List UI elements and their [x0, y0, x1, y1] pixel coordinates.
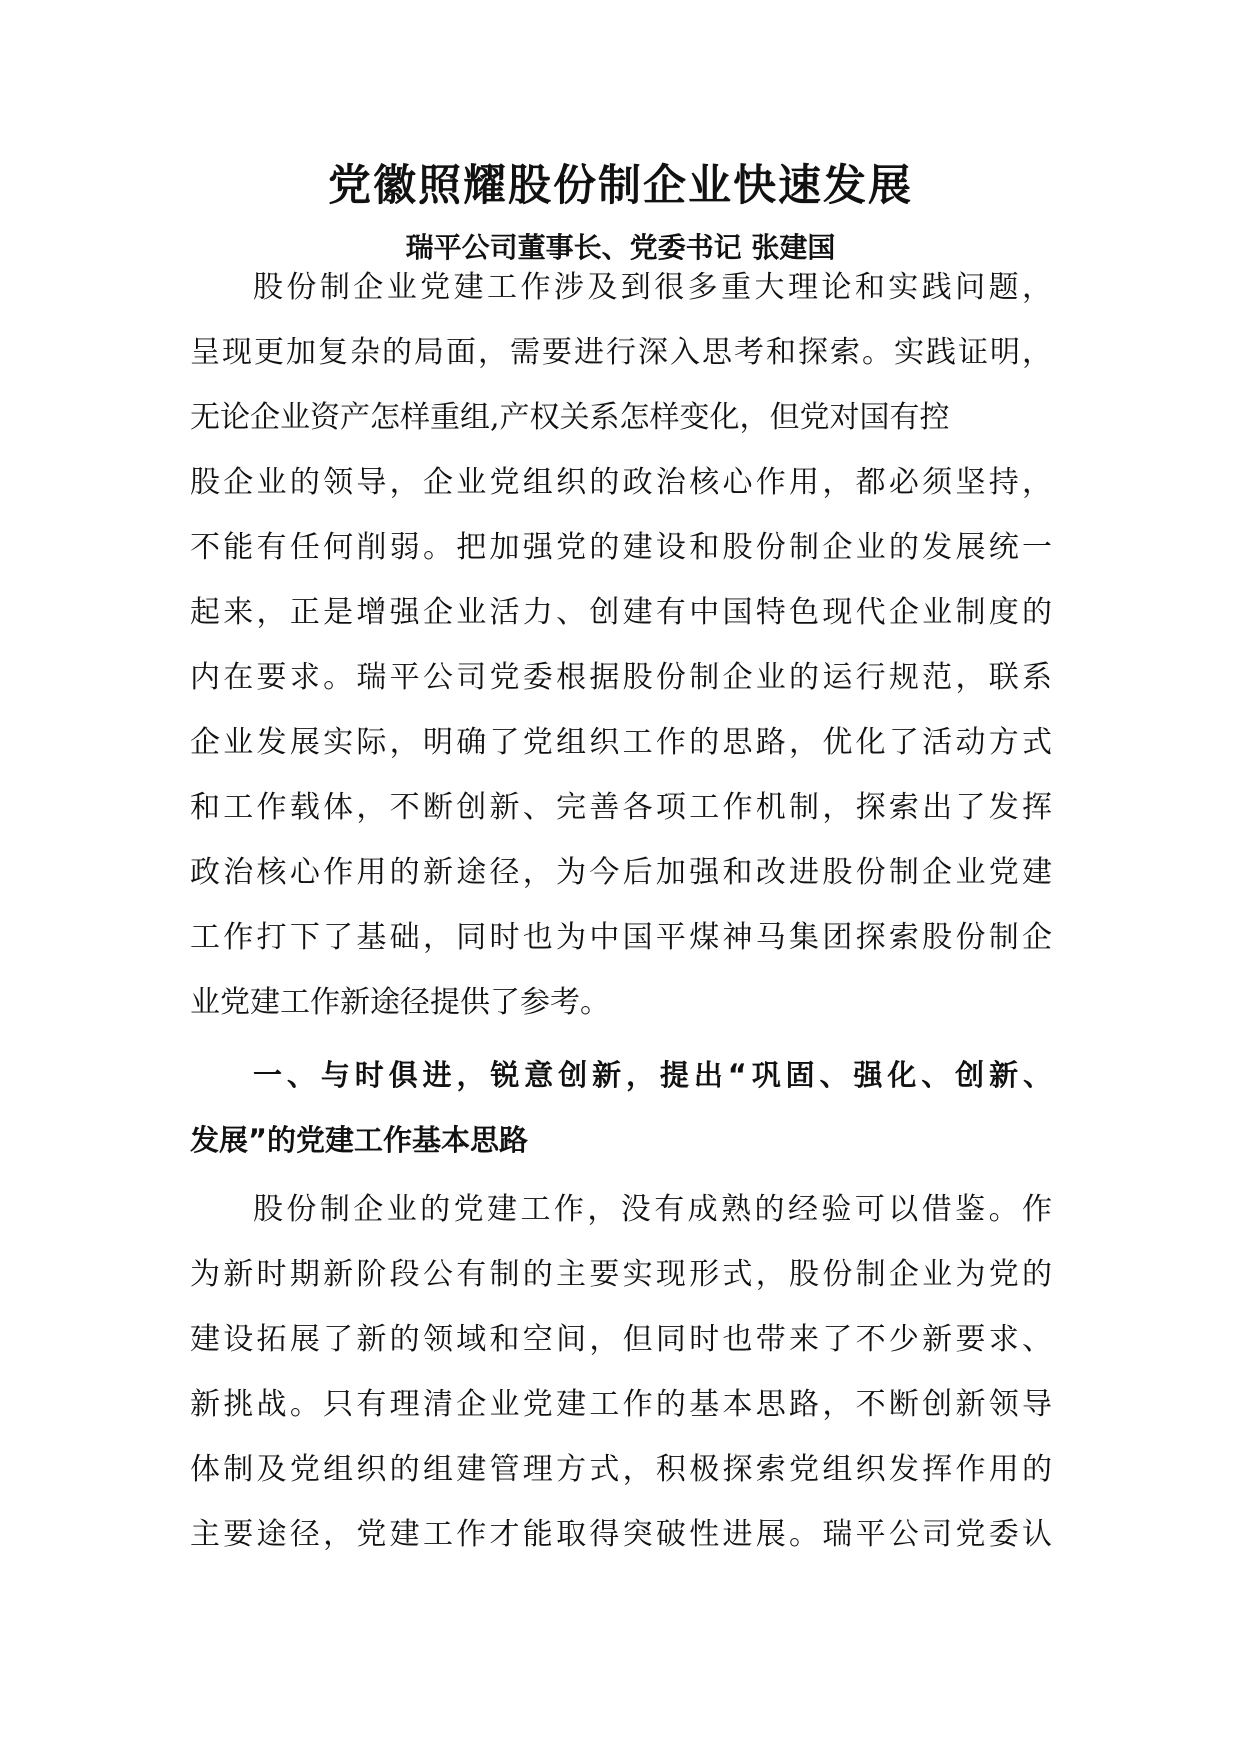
- paragraph-line: 企业发展实际，明确了党组织工作的思路，优化了活动方式: [190, 725, 1052, 760]
- author-byline: 瑞平公司董事长、党委书记 张建国: [405, 231, 836, 264]
- paragraph-line: 业党建工作新途径提供了参考。: [190, 985, 610, 1020]
- paragraph-line: 主要途径，党建工作才能取得突破性进展。瑞平公司党委认: [190, 1517, 1052, 1552]
- section-heading-line: 发展”的党建工作基本思路: [190, 1123, 529, 1157]
- paragraph-line: 为新时期新阶段公有制的主要实现形式，股份制企业为党的: [190, 1257, 1052, 1292]
- paragraph-line: 和工作载体，不断创新、完善各项工作机制，探索出了发挥: [190, 790, 1052, 825]
- paragraph-line: 新挑战。只有理清企业党建工作的基本思路，不断创新领导: [190, 1387, 1052, 1422]
- paragraph-line: 股份制企业党建工作涉及到很多重大理论和实践问题，: [253, 270, 1052, 305]
- paragraph-line: 建设拓展了新的领域和空间，但同时也带来了不少新要求、: [190, 1322, 1052, 1357]
- paragraph-line: 呈现更加复杂的局面，需要进行深入思考和探索。实践证明，: [190, 335, 1052, 370]
- paragraph-line: 内在要求。瑞平公司党委根据股份制企业的运行规范，联系: [190, 660, 1052, 695]
- paragraph-line: 无论企业资产怎样重组,产权关系怎样变化，但党对国有控: [190, 400, 950, 435]
- paragraph-line: 工作打下了基础，同时也为中国平煤神马集团探索股份制企: [190, 920, 1052, 955]
- paragraph-line: 股份制企业的党建工作，没有成熟的经验可以借鉴。作: [253, 1192, 1052, 1227]
- document-title: 党徽照耀股份制企业快速发展: [328, 161, 913, 211]
- paragraph-line: 不能有任何削弱。把加强党的建设和股份制企业的发展统一: [190, 530, 1052, 565]
- paragraph-line: 体制及党组织的组建管理方式，积极探索党组织发挥作用的: [190, 1452, 1052, 1487]
- paragraph-line: 起来，正是增强企业活力、创建有中国特色现代企业制度的: [190, 595, 1052, 630]
- paragraph-line: 股企业的领导，企业党组织的政治核心作用，都必须坚持，: [190, 465, 1052, 500]
- section-heading-line: 一、与时俱进，锐意创新，提出“巩固、强化、创新、: [253, 1058, 1052, 1092]
- paragraph-line: 政治核心作用的新途径，为今后加强和改进股份制企业党建: [190, 855, 1052, 890]
